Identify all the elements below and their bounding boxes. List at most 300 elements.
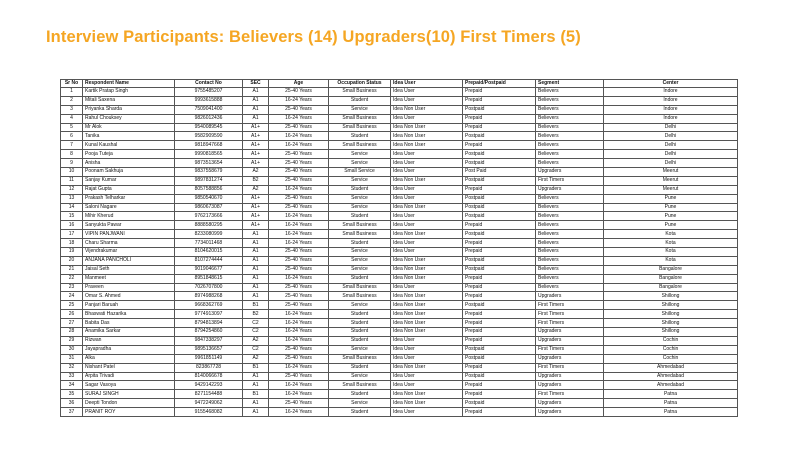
cell-sr-no: 7 bbox=[61, 141, 83, 150]
cell-respondent-name: Praveen bbox=[83, 283, 175, 292]
cell-occupation-status: Student bbox=[329, 96, 391, 105]
cell-segment: Believers bbox=[536, 203, 604, 212]
table-row bbox=[61, 230, 738, 239]
cell-age: 25-40 Years bbox=[269, 372, 329, 381]
cell-sr-no: 30 bbox=[61, 345, 83, 354]
cell-contact-no: 8140066678 bbox=[175, 372, 243, 381]
cell-age: 16-24 Years bbox=[269, 239, 329, 248]
cell-respondent-name: Omar S. Ahmed bbox=[83, 292, 175, 301]
cell-idea-user: Idea Non User bbox=[391, 132, 463, 141]
table-row bbox=[61, 150, 738, 159]
cell-contact-no: 9837558679 bbox=[175, 168, 243, 177]
cell-sr-no: 16 bbox=[61, 221, 83, 230]
cell-occupation-status: Student bbox=[329, 363, 391, 372]
cell-contact-no: 8104620015 bbox=[175, 248, 243, 257]
cell-center: Patna bbox=[604, 408, 738, 417]
cell-sec: A1 bbox=[243, 274, 269, 283]
column-header-contact-no: Contact No bbox=[175, 80, 243, 88]
cell-idea-user: Idea Non User bbox=[391, 176, 463, 185]
cell-center: Delhi bbox=[604, 141, 738, 150]
cell-center: Shillong bbox=[604, 328, 738, 337]
cell-sr-no: 35 bbox=[61, 390, 83, 399]
cell-center: Delhi bbox=[604, 159, 738, 168]
table-row bbox=[61, 372, 738, 381]
table-row bbox=[61, 319, 738, 328]
cell-age: 16-24 Years bbox=[269, 96, 329, 105]
cell-center: Kota bbox=[604, 256, 738, 265]
cell-sr-no: 4 bbox=[61, 114, 83, 123]
cell-segment: Believers bbox=[536, 105, 604, 114]
cell-sr-no: 19 bbox=[61, 248, 83, 257]
cell-center: Meerut bbox=[604, 168, 738, 177]
cell-segment: Believers bbox=[536, 96, 604, 105]
cell-contact-no: 8888580295 bbox=[175, 221, 243, 230]
cell-age: 16-24 Years bbox=[269, 381, 329, 390]
table-row bbox=[61, 176, 738, 185]
cell-prepaid-postpaid: Postpaid bbox=[463, 345, 536, 354]
cell-idea-user: Idea Non User bbox=[391, 105, 463, 114]
cell-idea-user: Idea User bbox=[391, 168, 463, 177]
cell-sec: A1+ bbox=[243, 132, 269, 141]
cell-segment: Believers bbox=[536, 265, 604, 274]
cell-sec: A1 bbox=[243, 239, 269, 248]
table-row bbox=[61, 310, 738, 319]
cell-prepaid-postpaid: Prepaid bbox=[463, 319, 536, 328]
cell-idea-user: Idea User bbox=[391, 88, 463, 97]
cell-sec: A1 bbox=[243, 283, 269, 292]
cell-sec: A2 bbox=[243, 185, 269, 194]
cell-age: 25-40 Years bbox=[269, 399, 329, 408]
cell-respondent-name: Babita Das bbox=[83, 319, 175, 328]
cell-age: 25-40 Years bbox=[269, 248, 329, 257]
cell-sec: A1+ bbox=[243, 123, 269, 132]
cell-contact-no: 9850540670 bbox=[175, 194, 243, 203]
cell-contact-no: 8271154488 bbox=[175, 390, 243, 399]
cell-segment: Believers bbox=[536, 256, 604, 265]
cell-center: Cochin bbox=[604, 345, 738, 354]
cell-sec: A1 bbox=[243, 399, 269, 408]
cell-occupation-status: Small Business bbox=[329, 114, 391, 123]
cell-prepaid-postpaid: Postpaid bbox=[463, 150, 536, 159]
cell-center: Kota bbox=[604, 248, 738, 257]
cell-contact-no: 8951848615 bbox=[175, 274, 243, 283]
table-row bbox=[61, 141, 738, 150]
cell-contact-no: 9847338297 bbox=[175, 336, 243, 345]
cell-prepaid-postpaid: Prepaid bbox=[463, 185, 536, 194]
cell-idea-user: Idea Non User bbox=[391, 310, 463, 319]
table-row bbox=[61, 185, 738, 194]
cell-respondent-name: Jaisal Seth bbox=[83, 265, 175, 274]
cell-idea-user: Idea Non User bbox=[391, 203, 463, 212]
cell-idea-user: Idea Non User bbox=[391, 399, 463, 408]
table-row bbox=[61, 239, 738, 248]
cell-contact-no: 8107274444 bbox=[175, 256, 243, 265]
cell-sec: B2 bbox=[243, 176, 269, 185]
table-row bbox=[61, 399, 738, 408]
table-row bbox=[61, 274, 738, 283]
cell-prepaid-postpaid: Prepaid bbox=[463, 88, 536, 97]
cell-occupation-status: Service bbox=[329, 150, 391, 159]
cell-center: Meerut bbox=[604, 185, 738, 194]
cell-center: Bangalore bbox=[604, 283, 738, 292]
cell-segment: First Timers bbox=[536, 301, 604, 310]
cell-age: 16-24 Years bbox=[269, 363, 329, 372]
cell-respondent-name: Anisha bbox=[83, 159, 175, 168]
cell-sec: A1 bbox=[243, 88, 269, 97]
cell-sr-no: 1 bbox=[61, 88, 83, 97]
table-row bbox=[61, 105, 738, 114]
cell-age: 25-40 Years bbox=[269, 283, 329, 292]
cell-idea-user: Idea User bbox=[391, 336, 463, 345]
cell-age: 25-40 Years bbox=[269, 150, 329, 159]
cell-sec: A1 bbox=[243, 248, 269, 257]
cell-contact-no: 9860673087 bbox=[175, 203, 243, 212]
cell-segment: Upgraders bbox=[536, 336, 604, 345]
cell-sr-no: 32 bbox=[61, 363, 83, 372]
cell-contact-no: 8794254860 bbox=[175, 328, 243, 337]
cell-center: Meerut bbox=[604, 176, 738, 185]
cell-occupation-status: Student bbox=[329, 390, 391, 399]
cell-prepaid-postpaid: Prepaid bbox=[463, 141, 536, 150]
table-body bbox=[61, 88, 738, 417]
cell-contact-no: 7509041400 bbox=[175, 105, 243, 114]
cell-sr-no: 31 bbox=[61, 354, 83, 363]
cell-center: Patna bbox=[604, 390, 738, 399]
cell-idea-user: Idea User bbox=[391, 150, 463, 159]
cell-prepaid-postpaid: Prepaid bbox=[463, 310, 536, 319]
cell-occupation-status: Service bbox=[329, 345, 391, 354]
cell-age: 25-40 Years bbox=[269, 88, 329, 97]
cell-respondent-name: Tanika bbox=[83, 132, 175, 141]
participants-table bbox=[60, 79, 738, 417]
cell-contact-no: 8057588856 bbox=[175, 185, 243, 194]
cell-segment: Upgraders bbox=[536, 292, 604, 301]
table-row bbox=[61, 381, 738, 390]
cell-respondent-name: Vijendrakumar bbox=[83, 248, 175, 257]
cell-contact-no: 9961851149 bbox=[175, 354, 243, 363]
cell-idea-user: Idea User bbox=[391, 185, 463, 194]
cell-age: 25-40 Years bbox=[269, 301, 329, 310]
cell-age: 16-24 Years bbox=[269, 114, 329, 123]
cell-respondent-name: Mihir Kherud bbox=[83, 212, 175, 221]
cell-sr-no: 20 bbox=[61, 256, 83, 265]
cell-contact-no: 823867728 bbox=[175, 363, 243, 372]
cell-idea-user: Idea Non User bbox=[391, 265, 463, 274]
cell-prepaid-postpaid: Prepaid bbox=[463, 239, 536, 248]
cell-sr-no: 12 bbox=[61, 185, 83, 194]
cell-occupation-status: Small Business bbox=[329, 221, 391, 230]
cell-idea-user: Idea User bbox=[391, 283, 463, 292]
cell-contact-no: 9774913097 bbox=[175, 310, 243, 319]
cell-occupation-status: Small Business bbox=[329, 283, 391, 292]
cell-segment: Upgraders bbox=[536, 185, 604, 194]
column-header-prepaid-postpaid: Prepaid/Postpaid bbox=[463, 80, 536, 88]
cell-respondent-name: Mitali Saxena bbox=[83, 96, 175, 105]
cell-age: 25-40 Years bbox=[269, 256, 329, 265]
cell-segment: Believers bbox=[536, 212, 604, 221]
cell-sec: C2 bbox=[243, 319, 269, 328]
cell-center: Indore bbox=[604, 114, 738, 123]
cell-prepaid-postpaid: Postpaid bbox=[463, 176, 536, 185]
cell-segment: Upgraders bbox=[536, 372, 604, 381]
cell-occupation-status: Small Business bbox=[329, 88, 391, 97]
cell-segment: Believers bbox=[536, 283, 604, 292]
cell-sr-no: 17 bbox=[61, 230, 83, 239]
cell-sr-no: 23 bbox=[61, 283, 83, 292]
cell-occupation-status: Student bbox=[329, 408, 391, 417]
cell-occupation-status: Student bbox=[329, 310, 391, 319]
cell-sec: A2 bbox=[243, 336, 269, 345]
cell-idea-user: Idea Non User bbox=[391, 292, 463, 301]
cell-respondent-name: ANJANA PANCHOLI bbox=[83, 256, 175, 265]
cell-segment: Believers bbox=[536, 194, 604, 203]
table-row bbox=[61, 328, 738, 337]
cell-sec: A1+ bbox=[243, 159, 269, 168]
cell-prepaid-postpaid: Postpaid bbox=[463, 212, 536, 221]
cell-age: 25-40 Years bbox=[269, 292, 329, 301]
table-row bbox=[61, 168, 738, 177]
cell-sr-no: 10 bbox=[61, 168, 83, 177]
cell-segment: First Timers bbox=[536, 345, 604, 354]
cell-prepaid-postpaid: Prepaid bbox=[463, 123, 536, 132]
cell-prepaid-postpaid: Prepaid bbox=[463, 221, 536, 230]
cell-prepaid-postpaid: Prepaid bbox=[463, 274, 536, 283]
cell-age: 16-24 Years bbox=[269, 310, 329, 319]
cell-respondent-name: Deepti Tondon bbox=[83, 399, 175, 408]
cell-center: Kota bbox=[604, 230, 738, 239]
cell-sec: A1 bbox=[243, 230, 269, 239]
cell-segment: Upgraders bbox=[536, 408, 604, 417]
cell-age: 25-40 Years bbox=[269, 265, 329, 274]
cell-center: Cochin bbox=[604, 336, 738, 345]
cell-contact-no: 9155468082 bbox=[175, 408, 243, 417]
cell-idea-user: Idea User bbox=[391, 114, 463, 123]
cell-sr-no: 36 bbox=[61, 399, 83, 408]
cell-sec: A1 bbox=[243, 408, 269, 417]
cell-sr-no: 3 bbox=[61, 105, 83, 114]
table-row bbox=[61, 336, 738, 345]
table-header-row bbox=[61, 80, 738, 88]
cell-prepaid-postpaid: Postpaid bbox=[463, 399, 536, 408]
cell-prepaid-postpaid: Prepaid bbox=[463, 292, 536, 301]
table-row bbox=[61, 96, 738, 105]
cell-sr-no: 8 bbox=[61, 150, 83, 159]
cell-contact-no: 9897831274 bbox=[175, 176, 243, 185]
cell-contact-no: 9993615888 bbox=[175, 96, 243, 105]
cell-idea-user: Idea Non User bbox=[391, 390, 463, 399]
cell-idea-user: Idea Non User bbox=[391, 230, 463, 239]
cell-respondent-name: Poonam Sakhuja bbox=[83, 168, 175, 177]
cell-contact-no: 9582909590 bbox=[175, 132, 243, 141]
cell-contact-no: 9826012436 bbox=[175, 114, 243, 123]
cell-respondent-name: VIPIN PANJWANI bbox=[83, 230, 175, 239]
cell-occupation-status: Small Business bbox=[329, 292, 391, 301]
table-row bbox=[61, 390, 738, 399]
cell-age: 16-24 Years bbox=[269, 408, 329, 417]
cell-segment: Believers bbox=[536, 274, 604, 283]
cell-idea-user: Idea Non User bbox=[391, 301, 463, 310]
cell-idea-user: Idea Non User bbox=[391, 319, 463, 328]
cell-idea-user: Idea User bbox=[391, 221, 463, 230]
column-header-center: Center bbox=[604, 80, 738, 88]
cell-contact-no: 9755485207 bbox=[175, 88, 243, 97]
cell-occupation-status: Service bbox=[329, 105, 391, 114]
cell-contact-no: 9895136657 bbox=[175, 345, 243, 354]
cell-prepaid-postpaid: Prepaid bbox=[463, 96, 536, 105]
cell-segment: Believers bbox=[536, 114, 604, 123]
cell-sec: B1 bbox=[243, 301, 269, 310]
cell-prepaid-postpaid: Postpaid bbox=[463, 194, 536, 203]
cell-idea-user: Idea Non User bbox=[391, 274, 463, 283]
cell-idea-user: Idea User bbox=[391, 248, 463, 257]
cell-contact-no: 9873513654 bbox=[175, 159, 243, 168]
table-row bbox=[61, 301, 738, 310]
cell-occupation-status: Small Service bbox=[329, 168, 391, 177]
cell-segment: Believers bbox=[536, 141, 604, 150]
cell-occupation-status: Student bbox=[329, 319, 391, 328]
cell-segment: Upgraders bbox=[536, 399, 604, 408]
cell-respondent-name: Charu Sharma bbox=[83, 239, 175, 248]
cell-sr-no: 18 bbox=[61, 239, 83, 248]
cell-sr-no: 26 bbox=[61, 310, 83, 319]
table-row bbox=[61, 88, 738, 97]
cell-prepaid-postpaid: Prepaid bbox=[463, 248, 536, 257]
column-header-idea-user: Idea User bbox=[391, 80, 463, 88]
cell-occupation-status: Student bbox=[329, 328, 391, 337]
table-row bbox=[61, 256, 738, 265]
cell-occupation-status: Small Business bbox=[329, 354, 391, 363]
cell-occupation-status: Small Business bbox=[329, 230, 391, 239]
cell-prepaid-postpaid: Prepaid bbox=[463, 336, 536, 345]
cell-segment: Believers bbox=[536, 230, 604, 239]
cell-center: Bangalore bbox=[604, 274, 738, 283]
cell-center: Kota bbox=[604, 239, 738, 248]
cell-age: 25-40 Years bbox=[269, 176, 329, 185]
cell-respondent-name: PRANIT ROY bbox=[83, 408, 175, 417]
cell-prepaid-postpaid: Postpaid bbox=[463, 230, 536, 239]
cell-sr-no: 29 bbox=[61, 336, 83, 345]
cell-prepaid-postpaid: Prepaid bbox=[463, 390, 536, 399]
cell-respondent-name: Rajat Gupta bbox=[83, 185, 175, 194]
cell-respondent-name: Prakash Telharkar bbox=[83, 194, 175, 203]
cell-sr-no: 5 bbox=[61, 123, 83, 132]
cell-occupation-status: Small Business bbox=[329, 123, 391, 132]
cell-center: Cochin bbox=[604, 354, 738, 363]
cell-prepaid-postpaid: Prepaid bbox=[463, 408, 536, 417]
cell-segment: First Timers bbox=[536, 363, 604, 372]
cell-respondent-name: Saloni Nagare bbox=[83, 203, 175, 212]
table-row bbox=[61, 221, 738, 230]
cell-age: 16-24 Years bbox=[269, 336, 329, 345]
cell-sr-no: 24 bbox=[61, 292, 83, 301]
cell-occupation-status: Student bbox=[329, 239, 391, 248]
cell-segment: Believers bbox=[536, 221, 604, 230]
cell-contact-no: 9540089545 bbox=[175, 123, 243, 132]
cell-prepaid-postpaid: Prepaid bbox=[463, 283, 536, 292]
cell-age: 25-40 Years bbox=[269, 354, 329, 363]
table-row bbox=[61, 292, 738, 301]
cell-prepaid-postpaid: Prepaid bbox=[463, 381, 536, 390]
cell-center: Pune bbox=[604, 221, 738, 230]
cell-center: Indore bbox=[604, 96, 738, 105]
cell-occupation-status: Student bbox=[329, 336, 391, 345]
cell-sec: A1+ bbox=[243, 221, 269, 230]
cell-contact-no: 7026707800 bbox=[175, 283, 243, 292]
cell-occupation-status: Service bbox=[329, 248, 391, 257]
cell-age: 16-24 Years bbox=[269, 274, 329, 283]
cell-contact-no: 9990818565 bbox=[175, 150, 243, 159]
cell-occupation-status: Student bbox=[329, 212, 391, 221]
cell-age: 16-24 Years bbox=[269, 141, 329, 150]
cell-segment: Believers bbox=[536, 123, 604, 132]
cell-occupation-status: Service bbox=[329, 159, 391, 168]
cell-sec: A1+ bbox=[243, 203, 269, 212]
cell-occupation-status: Small Business bbox=[329, 381, 391, 390]
cell-age: 25-40 Years bbox=[269, 194, 329, 203]
cell-contact-no: 9762173666 bbox=[175, 212, 243, 221]
cell-idea-user: Idea Non User bbox=[391, 141, 463, 150]
cell-age: 16-24 Years bbox=[269, 328, 329, 337]
column-header-occupation-status: Occupation Status bbox=[329, 80, 391, 88]
cell-sec: A1 bbox=[243, 292, 269, 301]
cell-sec: A1+ bbox=[243, 212, 269, 221]
cell-idea-user: Idea User bbox=[391, 381, 463, 390]
cell-occupation-status: Student bbox=[329, 132, 391, 141]
cell-idea-user: Idea Non User bbox=[391, 328, 463, 337]
cell-occupation-status: Service bbox=[329, 399, 391, 408]
cell-prepaid-postpaid: Postpaid bbox=[463, 256, 536, 265]
cell-idea-user: Idea User bbox=[391, 212, 463, 221]
table-row bbox=[61, 283, 738, 292]
cell-center: Pune bbox=[604, 203, 738, 212]
cell-center: Ahmedabad bbox=[604, 372, 738, 381]
cell-center: Delhi bbox=[604, 150, 738, 159]
column-header-respondent-name: Respondent Name bbox=[83, 80, 175, 88]
cell-idea-user: Idea User bbox=[391, 194, 463, 203]
cell-respondent-name: Sagar Vasoya bbox=[83, 381, 175, 390]
cell-prepaid-postpaid: Postpaid bbox=[463, 372, 536, 381]
cell-segment: First Timers bbox=[536, 390, 604, 399]
table-row bbox=[61, 132, 738, 141]
column-header-age: Age bbox=[269, 80, 329, 88]
cell-sec: A1 bbox=[243, 256, 269, 265]
cell-occupation-status: Service bbox=[329, 301, 391, 310]
cell-prepaid-postpaid: Post Paid bbox=[463, 168, 536, 177]
cell-respondent-name: Pooja Tuteja bbox=[83, 150, 175, 159]
cell-prepaid-postpaid: Postpaid bbox=[463, 301, 536, 310]
cell-center: Pune bbox=[604, 194, 738, 203]
cell-age: 25-40 Years bbox=[269, 345, 329, 354]
cell-center: Shillong bbox=[604, 310, 738, 319]
cell-segment: Believers bbox=[536, 239, 604, 248]
cell-sec: A1 bbox=[243, 105, 269, 114]
cell-center: Ahmedabad bbox=[604, 363, 738, 372]
cell-respondent-name: SURAJ SINGH bbox=[83, 390, 175, 399]
cell-contact-no: 7734011468 bbox=[175, 239, 243, 248]
cell-sec: B2 bbox=[243, 310, 269, 319]
cell-center: Indore bbox=[604, 88, 738, 97]
cell-occupation-status: Service bbox=[329, 203, 391, 212]
cell-segment: Upgraders bbox=[536, 354, 604, 363]
cell-contact-no: 9429142293 bbox=[175, 381, 243, 390]
cell-prepaid-postpaid: Prepaid bbox=[463, 363, 536, 372]
table-row bbox=[61, 248, 738, 257]
cell-sec: C2 bbox=[243, 345, 269, 354]
cell-sr-no: 9 bbox=[61, 159, 83, 168]
cell-sr-no: 15 bbox=[61, 212, 83, 221]
table-row bbox=[61, 212, 738, 221]
cell-occupation-status: Service bbox=[329, 372, 391, 381]
